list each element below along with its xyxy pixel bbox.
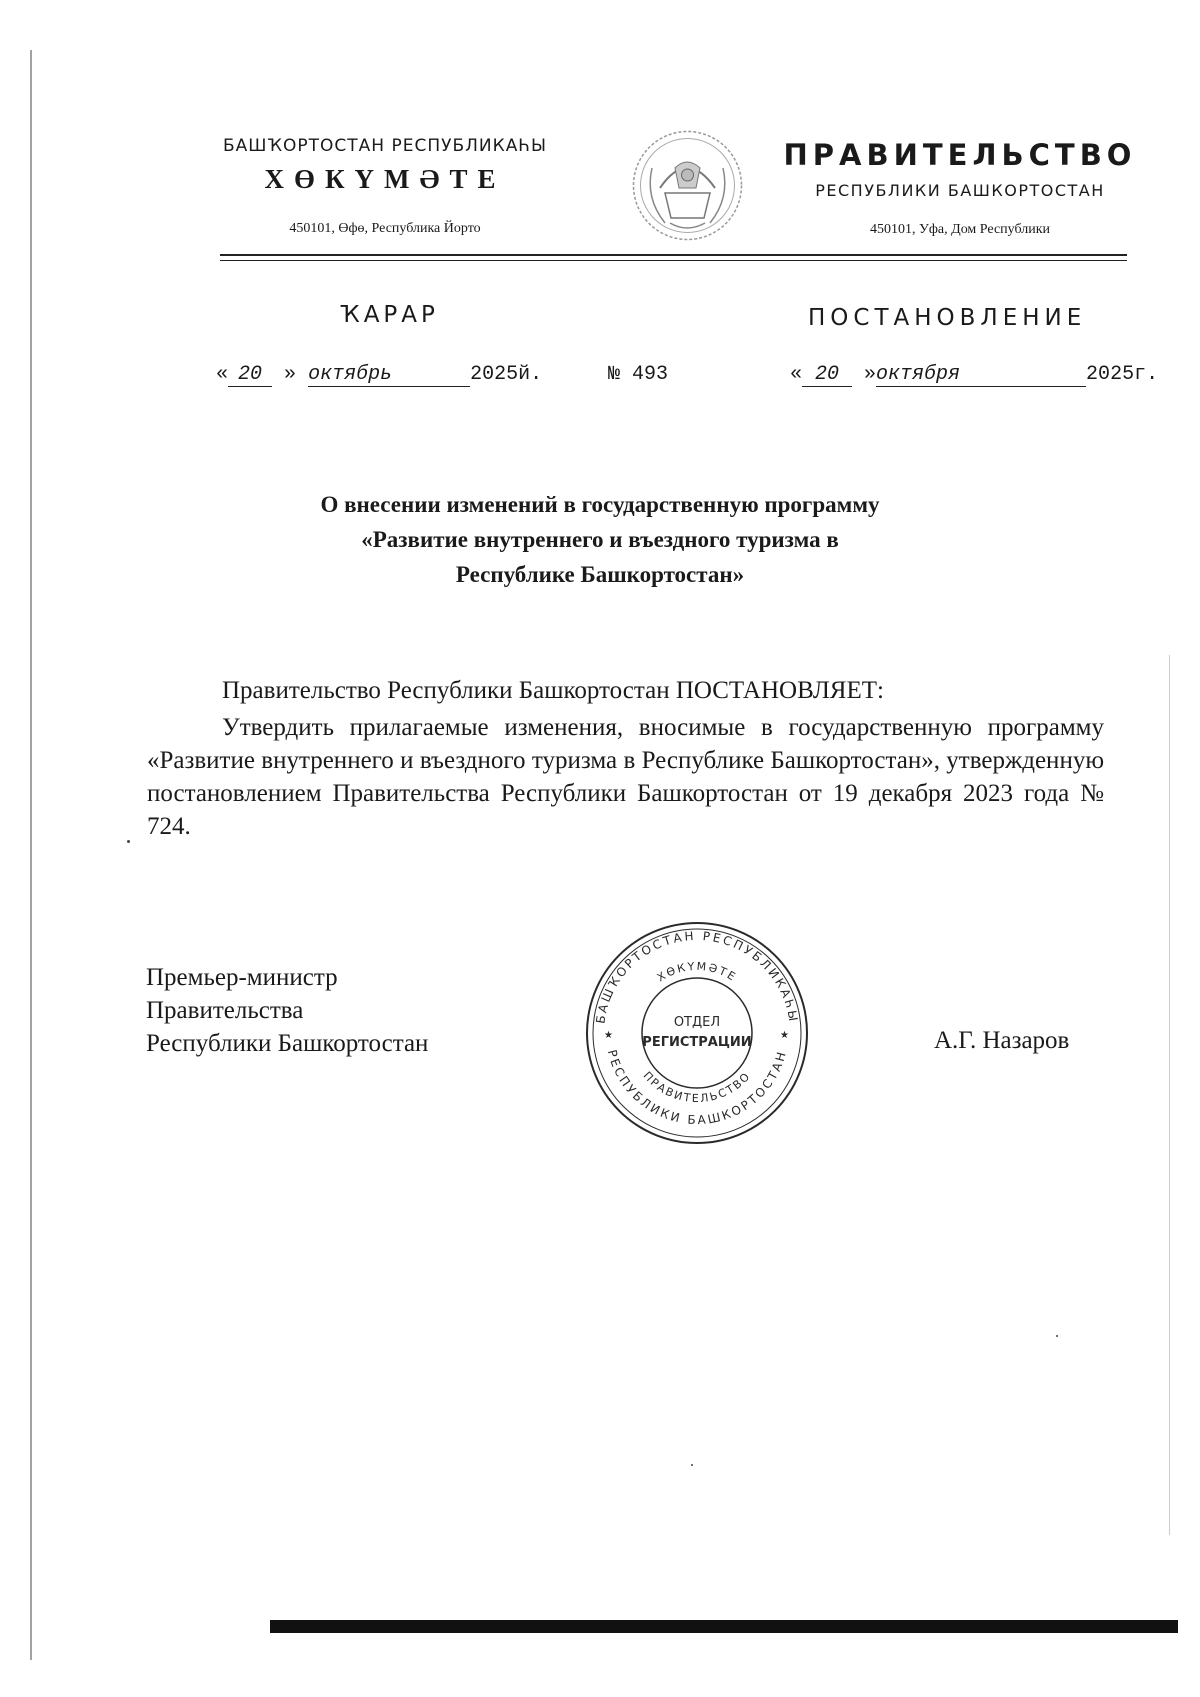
date-year-prefix: 20 bbox=[470, 363, 495, 386]
scan-edge-left bbox=[30, 50, 32, 1660]
svg-text:ХӨКҮМӘТЕ bbox=[655, 960, 739, 985]
svg-text:★: ★ bbox=[604, 1030, 613, 1041]
date-quote-close: » bbox=[284, 363, 297, 386]
date-bashkir bbox=[216, 363, 542, 387]
body-intro: Правительство Республики Башкортостан ПОСТАНОВЛЯЕТ: bbox=[222, 677, 884, 704]
date-year-prefix: 20 bbox=[1086, 363, 1111, 386]
scan-speck bbox=[691, 1464, 693, 1466]
date-quote-open: « bbox=[216, 363, 229, 386]
date-month: октябрь bbox=[308, 363, 470, 387]
title-line: Республике Башкортостан» bbox=[455, 562, 745, 587]
document-type-bashkir: ҠАРАР bbox=[340, 302, 439, 328]
scan-speck bbox=[127, 840, 130, 843]
stamp-center-line2: РЕГИСТРАЦИИ bbox=[642, 1035, 752, 1050]
svg-text:ПРАВИТЕЛЬСТВО bbox=[640, 1069, 753, 1105]
document-title bbox=[150, 487, 1050, 592]
date-year: 25 bbox=[494, 363, 519, 386]
stamp-outer-bottom: РЕСПУБЛИКИ БАШКОРТОСТАН bbox=[604, 1048, 790, 1128]
signatory-title-line: Правительства bbox=[146, 997, 304, 1024]
stamp-inner-bottom: ПРАВИТЕЛЬСТВО bbox=[640, 1069, 754, 1106]
registration-stamp bbox=[582, 918, 812, 1148]
date-day: 20 bbox=[802, 363, 852, 387]
date-year: 25 bbox=[1110, 363, 1135, 386]
header-left-address: 450101, Өфө, Республика Йорто bbox=[289, 221, 481, 236]
svg-text:★: ★ bbox=[780, 1030, 789, 1041]
scan-speck bbox=[1056, 1335, 1058, 1337]
scan-edge-right bbox=[1169, 655, 1170, 1535]
document-number: № 493 bbox=[608, 363, 669, 386]
date-russian bbox=[790, 363, 1158, 387]
signatory-title-line: Премьер-министр bbox=[146, 964, 338, 991]
document-type-russian: ПОСТАНОВЛЕНИЕ bbox=[808, 305, 1087, 331]
header-right-subtitle: РЕСПУБЛИКИ БАШКОРТОСТАН bbox=[815, 181, 1105, 200]
date-day: 20 bbox=[228, 363, 272, 387]
date-quote-open: « bbox=[790, 363, 803, 386]
stamp-inner-top: ХӨКҮМӘТЕ bbox=[654, 959, 740, 985]
title-line: О внесении изменений в государственную программу bbox=[320, 492, 880, 517]
body-paragraph: Утвердить прилагаемые изменения, вносимые в государственную программу «Развитие внутреннего и въездного туризма в Республике Башкортостан», утвержденную постановлением Правительства Республики Башкортостан от 19 декабря 2023 года № 724. bbox=[147, 714, 1104, 840]
date-suffix: й. bbox=[518, 363, 543, 386]
title-line: «Развитие внутреннего и въездного туризма в bbox=[361, 527, 839, 552]
coat-of-arms-icon bbox=[630, 128, 745, 243]
stamp-center-line1: ОТДЕЛ bbox=[673, 1015, 721, 1030]
header-right-title: ПРАВИТЕЛЬСТВО bbox=[783, 138, 1137, 172]
date-blank bbox=[1034, 363, 1086, 387]
scan-bottom-edge bbox=[270, 1620, 1178, 1633]
signatory-title bbox=[146, 961, 428, 1060]
header-left-subtitle: ХӨКҮМӘТЕ bbox=[264, 164, 506, 194]
header-rule bbox=[220, 254, 1127, 256]
date-quote-close: » bbox=[864, 363, 877, 386]
signatory-title-line: Республики Башкортостан bbox=[146, 1030, 429, 1057]
stamp-outer-top: БАШҠОРТОСТАН РЕСПУБЛИКАҺЫ bbox=[593, 928, 801, 1025]
signatory-name: А.Г. Назаров bbox=[934, 1027, 1070, 1054]
date-month: октября bbox=[876, 363, 1034, 387]
header-left-title: БАШҠОРТОСТАН РЕСПУБЛИКАҺЫ bbox=[222, 136, 548, 156]
header-rule-thin bbox=[220, 260, 1127, 261]
svg-text:БАШҠОРТОСТАН РЕСПУБЛИКАҺЫ bbox=[593, 929, 800, 1025]
date-suffix: г. bbox=[1134, 363, 1159, 386]
header-right-address: 450101, Уфа, Дом Республики bbox=[869, 222, 1051, 237]
